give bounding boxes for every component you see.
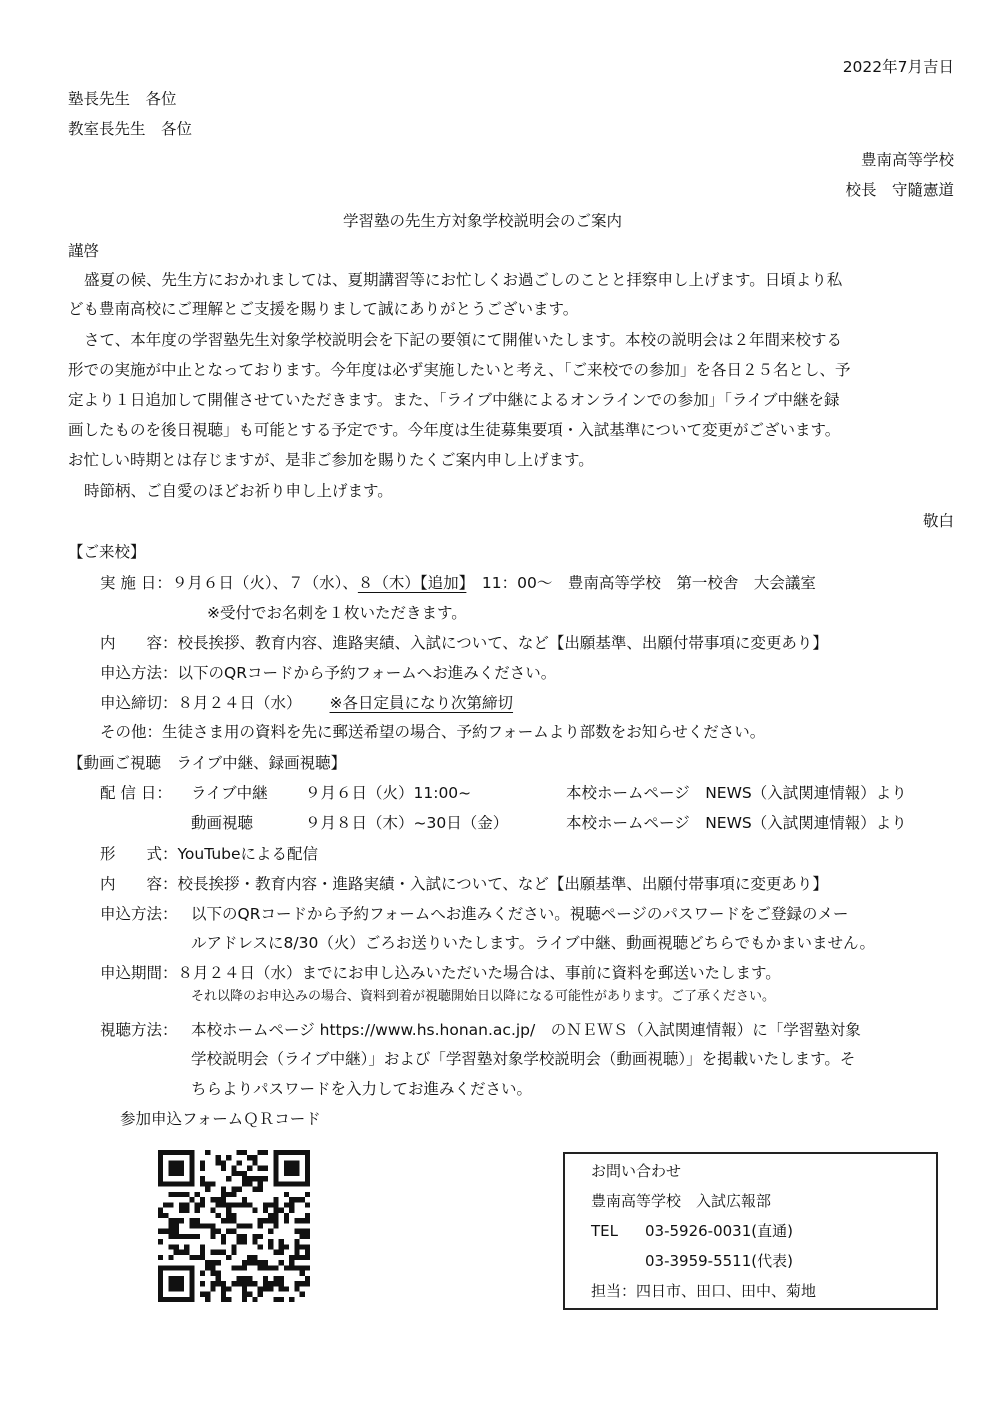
sender-school: 豊南高等学校	[860, 151, 954, 169]
video-howto-line: ちらよりパスワードを入力してお進みください。	[191, 1080, 533, 1098]
visit-date-note: ※受付でお名刺を１枚いただきます。	[207, 604, 467, 622]
video-rec-where: 本校ホームページ NEWS（入試関連情報）より	[566, 814, 907, 832]
visit-apply-row	[100, 658, 556, 689]
visit-other-label: その他：	[100, 723, 163, 741]
contact-heading: お問い合わせ	[591, 1162, 682, 1180]
video-apply-line: 以下のQRコードから予約フォームへお進みください。視聴ページのパスワードをご登録のメー	[191, 905, 849, 923]
video-content-row	[100, 869, 828, 900]
document-date: 2022年7月吉日	[842, 58, 954, 76]
contact-tel-main: 03-3959-5511(代表)	[645, 1252, 793, 1270]
contact-tel-direct: 03-5926-0031(直通)	[645, 1222, 793, 1240]
video-howto-label: 視聴方法：	[100, 1021, 178, 1039]
visit-heading: 【ご来校】	[68, 543, 146, 561]
visit-other: 生徒さま用の資料を先に郵送希望の場合、予約フォームより部数をお知らせください。	[162, 723, 766, 741]
video-period-note: それ以降のお申込みの場合、資料到着が視聴開始日以降になる可能性があります。ご了承ください。	[191, 989, 775, 1004]
visit-deadline-note: ※各日定員になり次第締切	[329, 694, 514, 712]
video-format-label: 形 式：	[100, 845, 178, 863]
video-delivery-label: 配 信 日：	[100, 784, 172, 802]
body-line: お忙しい時期とは存じますが、是非ご参加を賜りたくご案内申し上げます。	[68, 451, 594, 469]
contact-staff: 担当：四日市、田口、田中、菊地	[591, 1282, 817, 1300]
visit-deadline-label: 申込締切：	[100, 694, 178, 712]
video-rec-date: ９月８日（木）~30日（金）	[305, 814, 509, 832]
visit-date-main: ９月６日（火）、７（水）、	[171, 574, 358, 592]
recipient-line: 塾長先生 各位	[68, 90, 177, 108]
contact-box	[563, 1152, 938, 1310]
visit-apply: 以下のQRコードから予約フォームへお進みください。	[177, 664, 557, 682]
visit-content-row	[100, 628, 828, 659]
video-apply-label: 申込方法：	[100, 905, 178, 923]
qr-code-label: 参加申込フォームＱＲコード	[120, 1110, 321, 1128]
video-heading: 【動画ご視聴 ライブ中継、録画視聴】	[68, 754, 347, 772]
body-line: 画したものを後日視聴」も可能とする予定です。今年度は生徒募集要項・入試基準について変更がございます。	[68, 421, 841, 439]
visit-other-row	[100, 717, 765, 748]
visit-deadline-row	[100, 688, 513, 719]
sender-principal: 校長 守隨憲道	[845, 181, 954, 199]
visit-deadline: ８月２４日（水）	[177, 694, 302, 712]
body-line: ども豊南高校にご理解とご支援を賜りまして誠にありがとうございます。	[68, 300, 579, 318]
recipient-line: 教室長先生 各位	[68, 120, 193, 138]
video-live-where: 本校ホームページ NEWS（入試関連情報）より	[566, 784, 907, 802]
body-line: 定より１日追加して開催させていただきます。また、「ライブ中継によるオンラインでの参加」「ライブ中継を録	[68, 391, 840, 409]
video-apply-line: ルアドレスに8/30（火）ごろお送りいたします。ライブ中継、動画視聴どちらでもかまいません。	[191, 934, 875, 952]
video-live-name: ライブ中継	[191, 784, 268, 802]
video-format-row	[100, 839, 318, 870]
contact-tel-label: TEL	[591, 1222, 618, 1240]
body-line: さて、本年度の学習塾先生対象学校説明会を下記の要領にて開催いたします。本校の説明会は２年間来校する	[84, 331, 842, 349]
visit-date-row	[100, 568, 816, 599]
visit-apply-label: 申込方法：	[100, 664, 178, 682]
document-title: 学習塾の先生方対象学校説明会のご案内	[343, 212, 623, 230]
body-line: 時節柄、ご自愛のほどお祈り申し上げます。	[84, 482, 393, 500]
visit-date-label: 実 施 日：	[100, 574, 172, 592]
visit-date-added: ８（木）【追加】	[357, 574, 467, 592]
video-content: 校長挨拶・教育内容・進路実績・入試について、など【出願基準、出願付帯事項に変更あり】	[177, 875, 828, 893]
video-content-label: 内 容：	[100, 875, 178, 893]
video-period-label: 申込期間：	[100, 964, 178, 982]
visit-date-time-place: 11：00～ 豊南高等学校 第一校舎 大会議室	[466, 574, 816, 592]
qr-code-image[interactable]	[158, 1150, 310, 1302]
closing-word: 敬白	[922, 512, 954, 530]
visit-content-label: 内 容：	[100, 634, 178, 652]
body-line: 盛夏の候、先生方におかれましては、夏期講習等にお忙しくお過ごしのことと拝察申し上げます。日頃より私	[84, 271, 843, 289]
video-live-date: ９月６日（火）11:00~	[305, 784, 472, 802]
visit-content: 校長挨拶、教育内容、進路実績、入試について、など【出願基準、出願付帯事項に変更あり】	[177, 634, 828, 652]
video-rec-name: 動画視聴	[191, 814, 254, 832]
contact-department: 豊南高等学校 入試広報部	[591, 1192, 772, 1210]
opening-word: 謹啓	[68, 242, 100, 260]
video-howto-line: 本校ホームページ https://www.hs.honan.ac.jp/ のＮＥＷＳ（入試関連情報）に「学習塾対象	[191, 1021, 861, 1039]
video-howto-line: 学校説明会（ライブ中継）」および「学習塾対象学校説明会（動画視聴）」を掲載いたします。そ	[191, 1050, 856, 1068]
video-format: YouTubeによる配信	[177, 845, 319, 863]
video-period: ８月２４日（水）までにお申し込みいただいた場合は、事前に資料を郵送いたします。	[177, 964, 781, 982]
body-line: 形での実施が中止となっております。今年度は必ず実施したいと考え、「ご来校での参加」を各日２５名とし、予	[68, 361, 851, 379]
